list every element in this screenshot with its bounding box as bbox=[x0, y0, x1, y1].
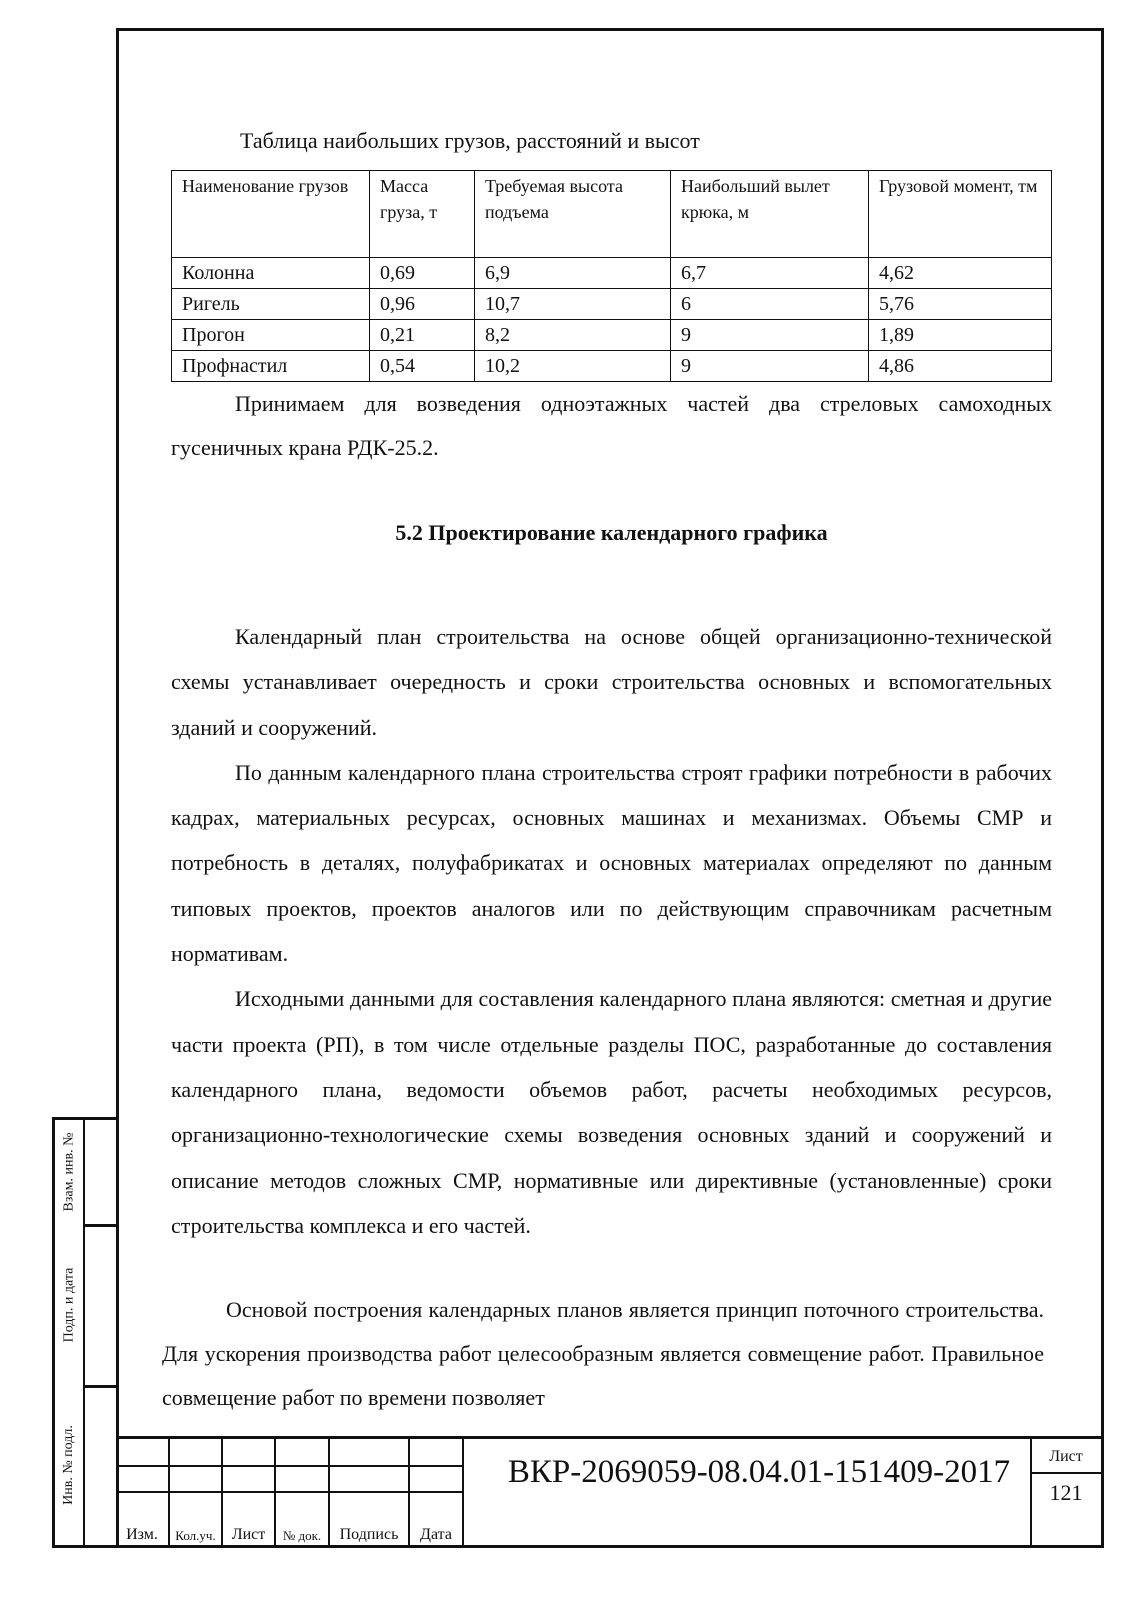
table-cell: 6 bbox=[671, 289, 869, 320]
table-cell: 0,21 bbox=[370, 320, 475, 351]
table-header-cell: Требуемая высота подъема bbox=[475, 171, 671, 258]
paragraph: Календарный план строительства на основе общей организационно-технической схемы устанавливает очередность и сроки строительства основных и вспомогательных зданий и сооружений. bbox=[171, 624, 1052, 740]
table-row bbox=[172, 289, 1052, 320]
table-cell: Профнастил bbox=[172, 351, 370, 382]
table-cell: 4,86 bbox=[869, 351, 1052, 382]
table-caption: Таблица наибольших грузов, расстояний и высот bbox=[240, 128, 700, 153]
title-block bbox=[116, 1436, 1104, 1548]
section-heading: 5.2 Проектирование календарного графика bbox=[395, 520, 828, 545]
table-cell: Колонна bbox=[172, 258, 370, 289]
side-stamp bbox=[52, 1117, 119, 1548]
stamp-label-data: Дата bbox=[420, 1526, 452, 1543]
stamp-label-podpis: Подпись bbox=[339, 1526, 399, 1543]
table-header-cell: Наибольший вылет крюка, м bbox=[671, 171, 869, 258]
table-cell: 0,96 bbox=[370, 289, 475, 320]
table-cell: 9 bbox=[671, 320, 869, 351]
table-cell: 0,69 bbox=[370, 258, 475, 289]
stamp-label-kol: Кол.уч. bbox=[175, 1528, 216, 1543]
stamp-label-list: Лист bbox=[231, 1526, 266, 1543]
table-cell: 6,7 bbox=[671, 258, 869, 289]
table-cell: 0,54 bbox=[370, 351, 475, 382]
sheet-label: Лист bbox=[1049, 1448, 1083, 1465]
table-row bbox=[172, 351, 1052, 382]
table-cell: Ригель bbox=[172, 289, 370, 320]
paragraph: Основой построения календарных планов является принцип поточного строительства. Для ускорения производства работ целесообразным является совмещение работ. Правильное совмещение работ по времени позволяет bbox=[162, 1297, 1044, 1410]
side-label-inv: Инв. № подл. bbox=[61, 1425, 76, 1505]
table-row bbox=[172, 258, 1052, 289]
crane-paragraph: Принимаем для возведения одноэтажных частей два стреловых самоходных гусеничных крана РДК-25.2. bbox=[171, 391, 1052, 460]
table-header-cell: Грузовой момент, тм bbox=[869, 171, 1052, 258]
table-row bbox=[172, 320, 1052, 351]
table-cell: 5,76 bbox=[869, 289, 1052, 320]
sheet-number: 121 bbox=[1049, 1480, 1083, 1505]
paragraph: По данным календарного плана строительства строят графики потребности в рабочих кадрах, материальных ресурсах, основных машинах и механизмах. Объемы СМР и потребность в деталях, полуфабрикатах и основных материалах определяют по данным типовых проектов, проектов аналогов или по действующим справочникам расчетным нормативам. bbox=[171, 759, 1052, 967]
stamp-label-ndok: № док. bbox=[282, 1528, 322, 1543]
table-cell: 6,9 bbox=[475, 258, 671, 289]
table-header-row bbox=[172, 171, 1052, 258]
body-text-continued bbox=[162, 1288, 1044, 1420]
body-text bbox=[171, 614, 1052, 1248]
side-label-vzam: Взам. инв. № bbox=[61, 1132, 76, 1212]
table-cell: Прогон bbox=[172, 320, 370, 351]
table-cell: 10,7 bbox=[475, 289, 671, 320]
table-header-cell: Масса груза, т bbox=[370, 171, 475, 258]
table-cell: 1,89 bbox=[869, 320, 1052, 351]
table-header-cell: Наименование грузов bbox=[172, 171, 370, 258]
document-number: ВКР-2069059-08.04.01-151409-2017 bbox=[507, 1454, 1011, 1490]
cargo-table bbox=[171, 170, 1052, 382]
paragraph: Исходными данными для составления календарного плана являются: сметная и другие части проекта (РП), в том числе отдельные разделы ПОС, разработанные до составления календарного плана, ведомости объемов работ, расчеты необходимых ресурсов, организационно-технологические схемы возведения основных зданий и сооружений и описание методов сложных СМР, нормативные или директивные (установленные) сроки строительства комплекса и его частей. bbox=[171, 986, 1052, 1238]
table-cell: 10,2 bbox=[475, 351, 671, 382]
table-cell: 8,2 bbox=[475, 320, 671, 351]
side-label-podp: Подп. и дата bbox=[61, 1267, 77, 1342]
table-cell: 4,62 bbox=[869, 258, 1052, 289]
stamp-label-izm: Изм. bbox=[126, 1526, 158, 1543]
table-cell: 9 bbox=[671, 351, 869, 382]
